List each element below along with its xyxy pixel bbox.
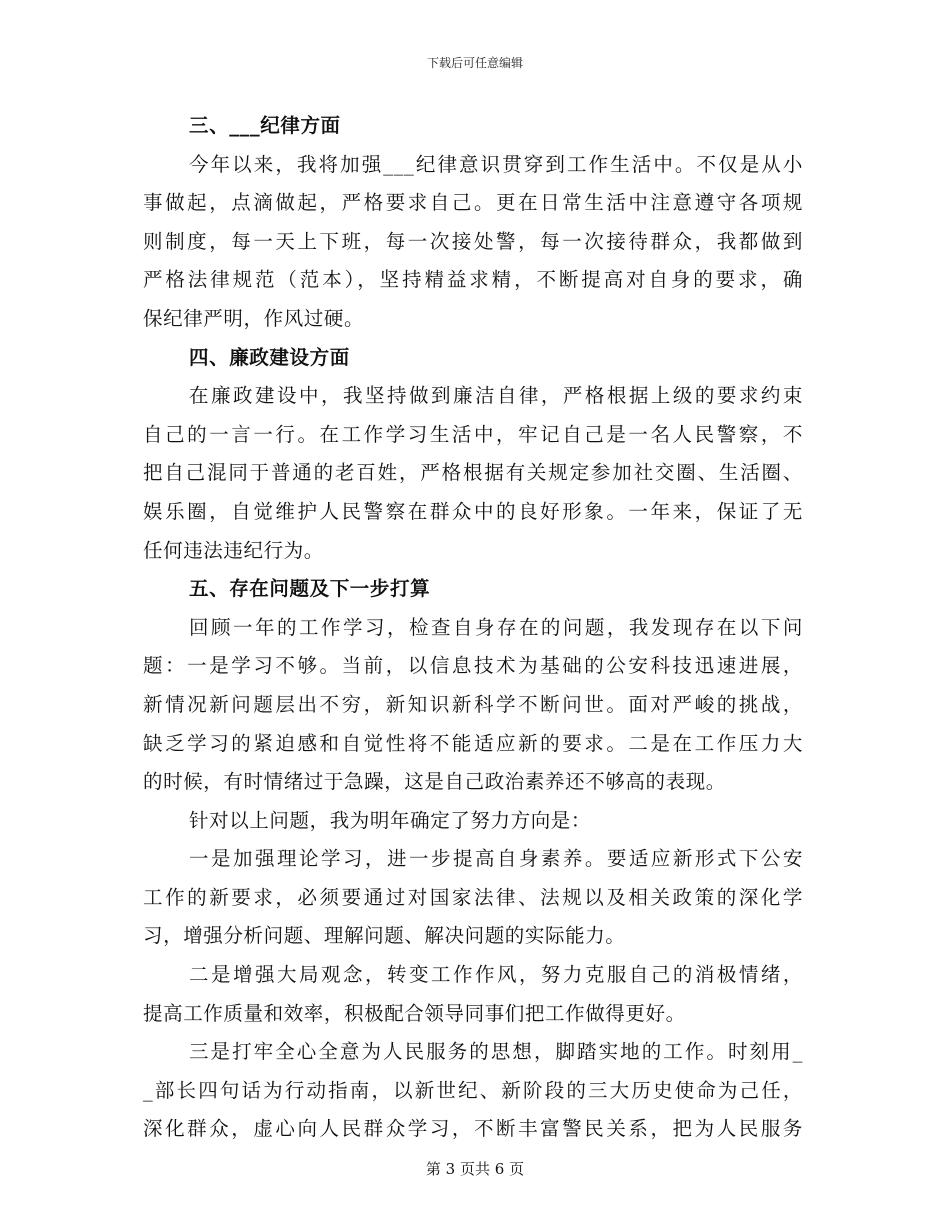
paragraph-line: 深化群众，虚心向人民群众学习，不断丰富警民关系，把为人民服务 xyxy=(143,1117,803,1141)
paragraph-line: 在廉政建设中，我坚持做到廉洁自律，严格根据上级的要求约束 xyxy=(189,384,803,408)
paragraph-line: 则制度，每一天上下班，每一次接处警，每一次接待群众，我都做到 xyxy=(143,229,803,253)
paragraph-line: _部长四句话为行动指南，以新世纪、新阶段的三大历史使命为己任， xyxy=(143,1078,803,1102)
paragraph-line: 二是增强大局观念，转变工作作风，努力克服自己的消极情绪， xyxy=(189,963,803,987)
paragraph-line: 任何违法违纪行为。 xyxy=(143,538,324,562)
section-heading: 四、廉政建设方面 xyxy=(189,345,350,369)
paragraph-line: 娱乐圈，自觉维护人民警察在群众中的良好形象。一年来，保证了无 xyxy=(143,499,803,523)
paragraph-line: 的时候，有时情绪过于急躁，这是自己政治素养还不够高的表现。 xyxy=(143,770,726,794)
section-heading: 三、___纪律方面 xyxy=(189,114,341,137)
document-body xyxy=(143,107,803,1149)
paragraph-line: 缺乏学习的紧迫感和自觉性将不能适应新的要求。二是在工作压力大 xyxy=(143,731,803,755)
paragraph-line: 一是加强理论学习，进一步提高自身素养。要适应新形式下公安 xyxy=(189,847,803,871)
paragraph-line: 三是打牢全心全意为人民服务的思想，脚踏实地的工作。时刻用_ xyxy=(189,1040,803,1064)
paragraph-line: 严格法律规范（范本），坚持精益求精，不断提高对自身的要求，确 xyxy=(143,268,803,292)
paragraph-line: 自己的一言一行。在工作学习生活中，牢记自己是一名人民警察，不 xyxy=(143,422,803,446)
paragraph-line: 工作的新要求，必须要通过对国家法律、法规以及相关政策的深化学 xyxy=(143,885,803,909)
paragraph-line: 习，增强分析问题、理解问题、解决问题的实际能力。 xyxy=(143,924,626,948)
paragraph-line: 回顾一年的工作学习，检查自身存在的问题，我发现存在以下问 xyxy=(189,615,803,639)
paragraph-line: 把自己混同于普通的老百姓，严格根据有关规定参加社交圈、生活圈、 xyxy=(143,461,803,485)
page-number-footer: 第 3 页共 6 页 xyxy=(425,1160,525,1178)
paragraph-line: 保纪律严明，作风过硬。 xyxy=(143,306,365,330)
paragraph-line: 提高工作质量和效率，积极配合领导同事们把工作做得更好。 xyxy=(143,1001,686,1025)
paragraph-line: 题：一是学习不够。当前，以信息技术为基础的公安科技迅速进展， xyxy=(143,654,803,678)
paragraph-line: 针对以上问题，我为明年确定了努力方向是： xyxy=(189,808,592,832)
paragraph-line: 事做起，点滴做起，严格要求自己。更在日常生活中注意遵守各项规 xyxy=(143,191,803,215)
page-header: 下载后可任意编辑 xyxy=(426,56,523,70)
section-heading: 五、存在问题及下一步打算 xyxy=(189,577,431,601)
paragraph-line: 新情况新问题层出不穷，新知识新科学不断问世。面对严峻的挑战， xyxy=(143,692,803,716)
paragraph-line: 今年以来，我将加强___纪律意识贯穿到工作生活中。不仅是从小 xyxy=(189,152,803,176)
